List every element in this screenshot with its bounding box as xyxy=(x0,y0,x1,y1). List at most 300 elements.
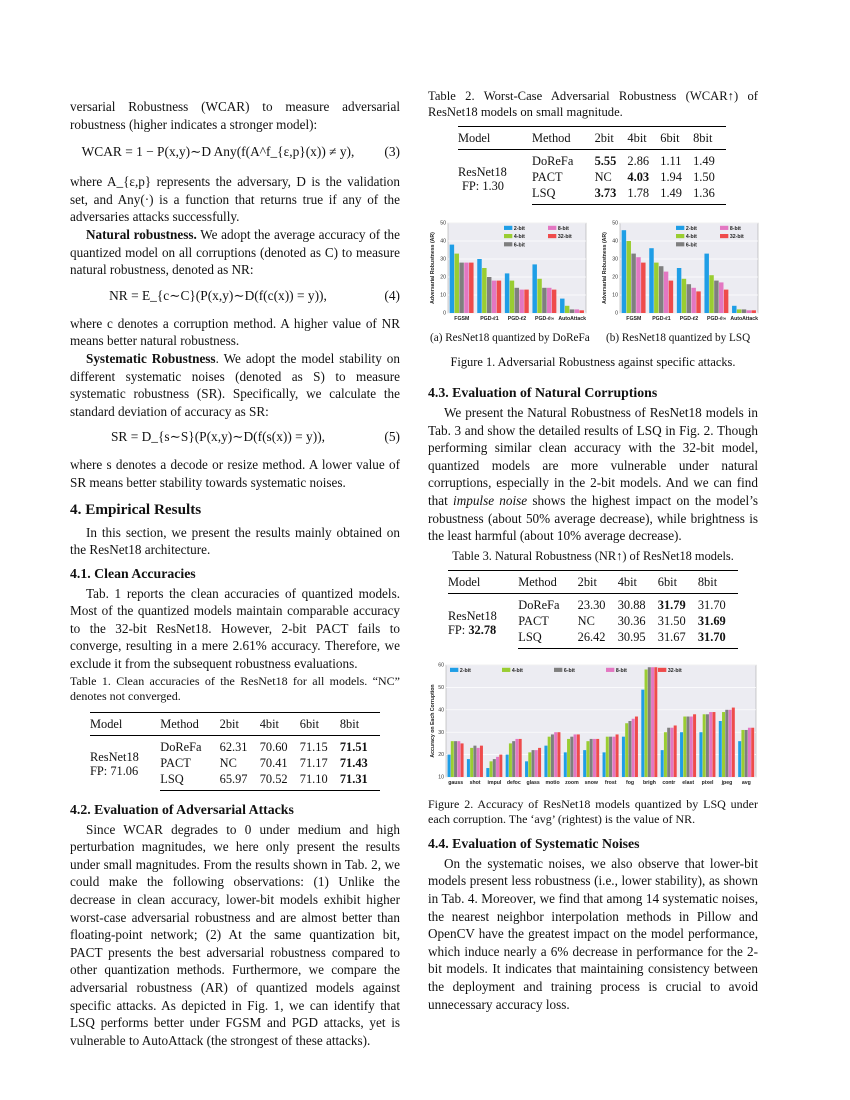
legend-label: 2-bit xyxy=(513,226,525,232)
bar xyxy=(712,712,715,777)
bar xyxy=(538,748,541,777)
table-3-header-cell: Method xyxy=(518,570,577,593)
legend-swatch xyxy=(554,668,562,672)
x-tick-label: snow xyxy=(584,779,598,786)
bar xyxy=(636,257,640,313)
bar xyxy=(532,264,536,313)
bar xyxy=(596,739,599,777)
table-cell: 71.10 xyxy=(300,771,340,791)
bar xyxy=(664,272,668,313)
bar xyxy=(606,736,609,776)
bar xyxy=(691,288,695,313)
bar xyxy=(552,290,556,313)
figure-1-caption: Figure 1. Adversarial Robustness against specific attacks. xyxy=(450,355,736,369)
equation-3-formula: WCAR = 1 − P(x,y)∼D Any(f(A^f_{ε,p}(x)) ≠ y), xyxy=(81,144,355,160)
bar xyxy=(693,714,696,777)
bar xyxy=(487,277,491,313)
y-tick-label: 10 xyxy=(612,292,618,299)
bar xyxy=(486,768,489,777)
x-tick-label: FGSM xyxy=(454,316,470,323)
bar xyxy=(496,757,499,777)
bar xyxy=(635,716,638,776)
bar xyxy=(551,734,554,777)
bar xyxy=(548,736,551,776)
table-3-fp-value: 32.78 xyxy=(468,622,497,637)
bar xyxy=(649,248,653,313)
table-cell: NC xyxy=(594,170,612,184)
bar xyxy=(706,714,709,777)
bar xyxy=(669,281,673,313)
x-tick-label: AutoAttack xyxy=(730,316,759,323)
bar xyxy=(509,743,512,777)
bar xyxy=(696,291,700,313)
section-4-1-heading: 4.1. Clean Accuracies xyxy=(70,565,196,581)
x-tick-label: contr xyxy=(662,779,676,786)
bar xyxy=(579,310,583,313)
y-tick-label: 20 xyxy=(612,274,618,281)
left-column xyxy=(70,0,400,1049)
table-3-header-cell: 2bit xyxy=(578,570,618,593)
bar xyxy=(537,279,541,313)
equation-3 xyxy=(70,139,400,167)
bar xyxy=(448,754,451,776)
table-cell: 70.41 xyxy=(259,755,288,770)
bar xyxy=(616,734,619,777)
bar xyxy=(467,759,470,777)
table-3-fp xyxy=(448,623,518,637)
bar xyxy=(577,734,580,777)
bar xyxy=(722,712,725,777)
bar xyxy=(664,732,667,777)
figure-1 xyxy=(428,219,758,327)
bar xyxy=(461,743,464,777)
section-4-2-text: Since WCAR degrades to 0 under medium and high perturbation magnitudes, we here only present the results under small magnitudes. From the results shown in Tab. 2, we could make the following observations: (1) Unlike the decrease in clean accuracy, lower-bit models exhibit higher worst-case adversarial robustness and are almost better than floating-point network; (2) At the same quantization bit, PACT presents the best adversarial robustness compared to other quantization methods. Furthermore, we compare the adversarial robustness (AR) of quantized models against specific attacks. As depicted in Fig. 1, we can identify that LSQ performs better under FGSM and PGD attacks, yet is vulnerable to AutoAttack (the strongest of these attacks). xyxy=(70,821,400,1048)
table-1-model: ResNet18 xyxy=(90,750,139,765)
bar xyxy=(565,306,569,313)
table-cell: 31.70 xyxy=(697,597,726,612)
bar xyxy=(674,725,677,777)
bar xyxy=(680,732,683,777)
table-2-header-cell: Model xyxy=(458,127,532,150)
legend-swatch xyxy=(502,668,510,672)
bar xyxy=(641,263,645,313)
legend-label: 4-bit xyxy=(511,667,523,674)
legend-swatch xyxy=(504,234,512,238)
bar xyxy=(512,741,515,777)
bar xyxy=(544,745,547,776)
x-tick-label: frost xyxy=(604,779,617,786)
section-4-text: In this section, we present the results mainly obtained on the ResNet18 architecture. xyxy=(70,524,400,558)
x-tick-label: avg xyxy=(741,779,751,786)
table-cell: 62.31 xyxy=(219,739,248,754)
bar xyxy=(709,712,712,777)
y-tick-label: 40 xyxy=(438,707,444,714)
table-row xyxy=(458,150,726,170)
bar xyxy=(631,254,635,313)
table-cell: LSQ xyxy=(518,629,577,649)
bar xyxy=(593,739,596,777)
bar xyxy=(560,299,564,313)
bar xyxy=(648,667,651,777)
y-tick-label: 20 xyxy=(440,274,446,281)
table-cell: 65.97 xyxy=(220,771,260,791)
table-3-caption: Table 3. Natural Robustness (NR↑) of ResNet18 models. xyxy=(452,548,734,563)
table-cell: 30.36 xyxy=(617,613,646,628)
bar xyxy=(622,736,625,776)
bar xyxy=(454,741,457,777)
bar xyxy=(574,734,577,777)
y-axis-label: Accuracy on Each Corruption xyxy=(430,684,436,758)
bar xyxy=(499,754,502,776)
bar xyxy=(659,266,663,313)
table-1-fp: FP: 71.06 xyxy=(90,764,139,779)
bar xyxy=(528,752,531,777)
bar xyxy=(515,288,519,313)
figure-1a-chart xyxy=(428,219,588,327)
y-tick-label: 10 xyxy=(438,774,444,781)
table-cell: 30.95 xyxy=(618,629,658,649)
bar xyxy=(457,741,460,777)
table-2-model: ResNet18 xyxy=(458,164,507,179)
table-cell: NC xyxy=(219,755,237,770)
equation-5-formula: SR = D_{s∼S}(P(x,y)∼D(f(s(x)) = y)), xyxy=(110,429,326,445)
bar xyxy=(497,281,501,313)
table-cell: 31.67 xyxy=(658,629,698,649)
legend-swatch xyxy=(606,668,614,672)
y-tick-label: 30 xyxy=(612,256,618,263)
table-cell: 1.78 xyxy=(627,185,660,205)
equation-4-formula: NR = E_{c∼C}(P(x,y)∼D(f(c(x)) = y)), xyxy=(109,287,327,303)
table-3-header xyxy=(448,570,738,593)
table-cell: 1.50 xyxy=(693,170,715,184)
bar xyxy=(703,714,706,777)
bar xyxy=(651,667,654,777)
y-tick-label: 40 xyxy=(612,238,618,245)
table-cell: 70.60 xyxy=(259,739,288,754)
table-cell: 1.36 xyxy=(693,185,726,205)
table-cell: 4.03 xyxy=(627,170,650,184)
x-tick-label: fog xyxy=(626,779,635,786)
table-cell: LSQ xyxy=(160,771,219,791)
table-cell: PACT xyxy=(532,170,563,184)
table-2-header-cell: 2bit xyxy=(595,127,628,150)
table-cell: 31.70 xyxy=(698,629,738,649)
bar xyxy=(557,732,560,777)
y-tick-label: 30 xyxy=(440,256,446,263)
bar xyxy=(632,719,635,777)
table-cell: DoReFa xyxy=(160,739,202,754)
bar xyxy=(724,290,728,313)
table-1-header-cell: 8bit xyxy=(340,712,380,735)
legend-swatch xyxy=(658,668,666,672)
table-cell: 23.30 xyxy=(577,597,606,612)
table-2-header-cell: 4bit xyxy=(627,127,660,150)
bar xyxy=(459,263,463,313)
table-cell: 71.31 xyxy=(340,771,380,791)
table-cell: 5.55 xyxy=(594,154,617,168)
bar xyxy=(480,745,483,776)
bar xyxy=(519,739,522,777)
table-cell: 2.86 xyxy=(627,154,650,168)
table-2 xyxy=(458,126,726,205)
y-tick-label: 50 xyxy=(438,684,444,691)
paragraph-sr-def: where s denotes a decode or resize method. A lower value of SR means better stability towards systematic noises. xyxy=(70,457,400,490)
x-tick-label: jpeg xyxy=(721,779,733,786)
y-tick-label: 50 xyxy=(440,220,446,227)
bar xyxy=(493,759,496,777)
y-tick-label: 60 xyxy=(438,662,444,669)
bar xyxy=(654,263,658,313)
legend-label: 8-bit xyxy=(729,226,741,232)
table-3-fp-label: FP: xyxy=(448,622,466,637)
legend-swatch xyxy=(676,234,684,238)
bar xyxy=(464,263,468,313)
section-4-3-text-a: We present the Natural Robustness of ResNet18 models in Tab. 3 and show the detailed results of LSQ in Fig. 2. Though performing similar clean accuracy with the 32-bit model, quantized models are more vulnerable under natural corruptions, especially in the 2-bit models. And we can find that xyxy=(428,405,758,508)
x-tick-label: PGD-ℓ∞ xyxy=(706,316,727,323)
bar xyxy=(469,263,473,313)
x-tick-label: PGD-ℓ2 xyxy=(679,316,699,323)
figure-2-caption: Figure 2. Accuracy of ResNet18 models quantized by LSQ under each corruption. The ‘avg’ (rightest) is the value of NR. xyxy=(428,796,758,826)
table-row xyxy=(90,735,380,755)
legend-swatch xyxy=(450,668,458,672)
bar xyxy=(641,689,644,776)
equation-5-number: (5) xyxy=(384,429,400,445)
legend-swatch xyxy=(676,242,684,246)
bar xyxy=(612,736,615,776)
bar xyxy=(738,741,741,777)
y-tick-label: 40 xyxy=(440,238,446,245)
figure-1a-caption: (a) ResNet18 quantized by DoReFa xyxy=(430,332,590,344)
table-2-header-cell: Method xyxy=(532,127,595,150)
table-cell: 71.43 xyxy=(339,755,368,770)
equation-3-number: (3) xyxy=(384,144,400,160)
legend-swatch xyxy=(676,226,684,230)
paragraph-wcar-intro: versarial Robustness (WCAR) to measure adversarial robustness (higher indicates a stronger model): xyxy=(70,99,400,132)
bar xyxy=(719,282,723,313)
bar xyxy=(570,736,573,776)
table-3 xyxy=(448,570,738,649)
legend-label: 32-bit xyxy=(729,234,744,241)
table-1 xyxy=(90,712,380,791)
legend-swatch xyxy=(720,226,728,230)
bar xyxy=(687,716,690,776)
table-3-header-cell: 6bit xyxy=(658,570,698,593)
y-tick-label: 10 xyxy=(440,292,446,299)
table-2-header-cell: 8bit xyxy=(693,127,726,150)
bar xyxy=(690,716,693,776)
section-4-3-emphasis: impulse noise xyxy=(453,492,528,508)
bar xyxy=(532,750,535,777)
bar xyxy=(751,727,754,776)
bar xyxy=(742,309,746,313)
bar xyxy=(519,290,523,313)
bar xyxy=(609,736,612,776)
y-axis-label: Adversarial Robustness (AR) xyxy=(430,232,436,304)
x-tick-label: PGD-ℓ∞ xyxy=(534,316,555,323)
bar xyxy=(575,309,579,313)
bar xyxy=(627,241,631,313)
figure-1b-caption: (b) ResNet18 quantized by LSQ xyxy=(606,332,751,344)
equation-4 xyxy=(70,283,400,311)
bar xyxy=(741,730,744,777)
y-axis-label: Adversarial Robustness (AR) xyxy=(602,232,608,304)
y-tick-label: 20 xyxy=(438,751,444,758)
table-1-header-cell: 4bit xyxy=(260,712,300,735)
legend-label: 6-bit xyxy=(685,242,697,249)
x-tick-label: AutoAttack xyxy=(558,316,587,323)
table-1-model-cell xyxy=(90,735,160,790)
table-1-header-cell: Method xyxy=(160,712,219,735)
bar xyxy=(745,730,748,777)
systematic-robustness-text: . We adopt the model stability on different systematic noises (denoted as S) to measure systematic robustness (SR). Specifically, we calculate the standard deviation of accuracy as SR: xyxy=(70,350,400,419)
x-tick-label: impul xyxy=(487,779,502,786)
table-cell: LSQ xyxy=(532,185,595,205)
table-3-header-cell: Model xyxy=(448,570,518,593)
table-2-caption: Table 2. Worst-Case Adversarial Robustness (WCAR↑) of ResNet18 models on small magnitude. xyxy=(428,89,758,119)
x-tick-label: PGD-ℓ2 xyxy=(507,316,527,323)
x-tick-label: gauss xyxy=(448,779,464,786)
equation-5 xyxy=(70,424,400,452)
x-tick-label: shot xyxy=(469,779,481,786)
bar xyxy=(719,721,722,777)
table-1-header-cell: Model xyxy=(90,712,160,735)
paragraph-systematic-robustness xyxy=(70,350,400,420)
equation-4-number: (4) xyxy=(384,287,400,303)
x-tick-label: zoom xyxy=(565,779,579,786)
figure-1-subcaptions xyxy=(428,331,758,349)
bar xyxy=(732,306,736,313)
y-tick-label: 0 xyxy=(443,310,446,317)
table-cell: PACT xyxy=(518,613,549,628)
legend-swatch xyxy=(504,242,512,246)
legend-label: 32-bit xyxy=(667,667,682,674)
table-cell: 71.17 xyxy=(299,755,328,770)
bar xyxy=(455,254,459,313)
table-cell: 31.79 xyxy=(657,597,686,612)
table-cell: 31.50 xyxy=(657,613,686,628)
table-cell: 31.69 xyxy=(697,613,726,628)
legend-label: 6-bit xyxy=(563,667,575,674)
bar xyxy=(586,741,589,777)
table-3-header-cell: 8bit xyxy=(698,570,738,593)
x-tick-label: motio xyxy=(545,779,560,786)
natural-robustness-text: We adopt the average accuracy of the quantized model on all corruptions (denoted as C) to measure natural robustness, denoted as NR: xyxy=(70,226,400,278)
table-1-caption: Table 1. Clean accuracies of the ResNet18 for all models. “NC” denotes not converged. xyxy=(70,673,400,703)
table-1-header xyxy=(90,712,380,735)
table-2-fp: FP: 1.30 xyxy=(462,178,505,193)
bar xyxy=(482,268,486,313)
bar xyxy=(506,754,509,776)
bar xyxy=(542,288,546,313)
table-cell: 1.49 xyxy=(660,185,693,205)
legend-label: 32-bit xyxy=(557,234,572,241)
table-cell: 71.15 xyxy=(299,739,328,754)
bar xyxy=(477,259,481,313)
bar xyxy=(535,750,538,777)
bar xyxy=(670,727,673,776)
table-1-header-cell: 6bit xyxy=(300,712,340,735)
bar xyxy=(654,667,657,777)
x-tick-label: defoc xyxy=(506,779,521,786)
bar xyxy=(628,721,631,777)
figure-2-chart xyxy=(428,661,758,791)
section-4-4-heading: 4.4. Evaluation of Systematic Noises xyxy=(428,835,640,851)
bar xyxy=(677,268,681,313)
bar xyxy=(547,288,551,313)
table-3-header-cell: 4bit xyxy=(618,570,658,593)
section-4-3-text xyxy=(428,404,758,545)
bar xyxy=(567,739,570,777)
x-tick-label: PGD-ℓ1 xyxy=(480,316,499,323)
bar xyxy=(683,716,686,776)
table-cell: 1.11 xyxy=(660,154,682,168)
x-tick-label: FGSM xyxy=(626,316,642,323)
table-cell: PACT xyxy=(160,755,191,770)
bar xyxy=(732,707,735,776)
bar xyxy=(603,752,606,777)
bar xyxy=(714,281,718,313)
legend-swatch xyxy=(548,226,556,230)
bar xyxy=(709,275,713,313)
section-4-1-text: Tab. 1 reports the clean accuracies of quantized models. Most of the quantized models maintain comparable accuracy to the 32-bit ResNet18. However, 2-bit PACT fails to converge, resulting in a mere 2.61% accuracy. Therefore, we exclude it from the subsequent robustness evaluations. xyxy=(70,585,400,672)
legend-label: 4-bit xyxy=(685,234,697,241)
bar xyxy=(524,290,528,313)
bar xyxy=(490,761,493,777)
bar xyxy=(682,279,686,313)
table-cell: DoReFa xyxy=(532,154,574,168)
bar xyxy=(704,254,708,313)
table-2-header-cell: 6bit xyxy=(660,127,693,150)
bar xyxy=(570,309,574,313)
bar xyxy=(510,281,514,313)
bar xyxy=(748,727,751,776)
x-tick-label: elast xyxy=(682,779,695,786)
table-cell: 71.51 xyxy=(339,739,368,754)
table-cell: 70.52 xyxy=(260,771,300,791)
bar xyxy=(625,723,628,777)
bar xyxy=(583,750,586,777)
paragraph-natural-robustness xyxy=(70,226,400,279)
y-tick-label: 50 xyxy=(612,220,618,227)
bar xyxy=(645,669,648,777)
bar xyxy=(661,750,664,777)
x-tick-label: brigh xyxy=(642,779,656,786)
legend-swatch xyxy=(720,234,728,238)
y-tick-label: 30 xyxy=(438,729,444,736)
legend-label: 8-bit xyxy=(557,226,569,232)
section-4-4-text: On the systematic noises, we also observe that lower-bit models present less robustness (i.e., lower stability), as shown in Tab. 4. Moreover, we find that among 14 systematic noises, the nearest neighbor interpolation methods in Pillow and OpenCV have the greatest impact on the model performance, which induce nearly a 6% decrease in performance for the 2-bit models. It indicates that maintaining consistency between the deployment and training process is crucial to avoid unnecessary accuracy loss. xyxy=(428,855,758,1012)
bar xyxy=(515,739,518,777)
table-3-model: ResNet18 xyxy=(448,608,497,623)
table-2-model-cell xyxy=(458,150,532,205)
bar xyxy=(622,230,626,313)
legend-swatch xyxy=(548,234,556,238)
bar xyxy=(725,710,728,777)
table-row xyxy=(448,593,738,613)
x-tick-label: PGD-ℓ1 xyxy=(652,316,671,323)
bar xyxy=(554,732,557,777)
legend-label: 8-bit xyxy=(615,667,627,674)
table-1-header-cell: 2bit xyxy=(220,712,260,735)
natural-robustness-title: Natural robustness. xyxy=(86,226,197,242)
bar xyxy=(505,273,509,313)
table-cell: 1.49 xyxy=(693,154,715,168)
bar xyxy=(492,281,496,313)
bar xyxy=(564,752,567,777)
table-3-model-cell xyxy=(448,593,518,648)
table-cell: 30.88 xyxy=(617,597,646,612)
legend-label: 6-bit xyxy=(513,242,525,249)
